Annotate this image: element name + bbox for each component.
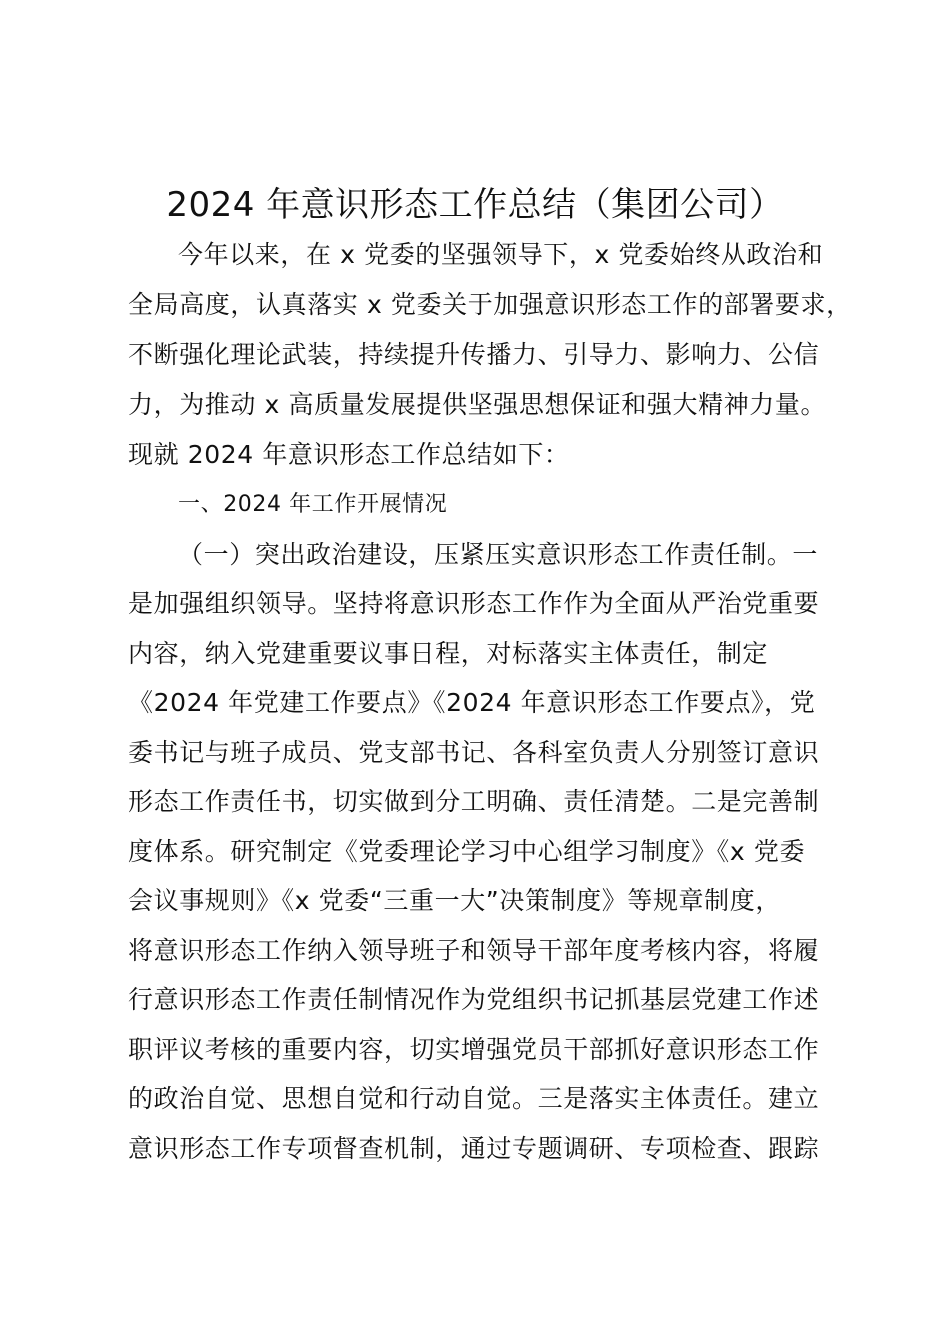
body-line: 度体系。研究制定《党委理论学习中心组学习制度》《x 党委: [128, 837, 806, 866]
body-line: 将意识形态工作纳入领导班子和领导干部年度考核内容，将履: [128, 936, 820, 965]
body-line: 形态工作责任书，切实做到分工明确、责任清楚。二是完善制: [128, 787, 820, 816]
body-line: 《2024 年党建工作要点》《2024 年意识形态工作要点》，党: [128, 688, 816, 717]
intro-line-2: 全局高度，认真落实 x 党委关于加强意识形态工作的部署要求，: [128, 290, 852, 319]
intro-line-3: 不断强化理论武装，持续提升传播力、引导力、影响力、公信: [128, 340, 820, 369]
section-heading: 一、2024 年工作开展情况: [178, 492, 448, 517]
body-line: 是加强组织领导。坚持将意识形态工作作为全面从严治党重要: [128, 589, 820, 618]
body-line: 行意识形态工作责任制情况作为党组织书记抓基层党建工作述: [128, 985, 820, 1014]
intro-line-4: 力，为推动 x 高质量发展提供坚强思想保证和强大精神力量。: [128, 390, 827, 419]
document-title: 2024 年意识形态工作总结（集团公司）: [166, 185, 784, 225]
body-line: 职评议考核的重要内容，切实增强党员干部抓好意识形态工作: [128, 1035, 820, 1064]
body-line: （一）突出政治建设，压紧压实意识形态工作责任制。一: [178, 540, 819, 569]
body-line: 意识形态工作专项督查机制，通过专题调研、专项检查、跟踪: [128, 1134, 820, 1163]
body-line: 内容，纳入党建重要议事日程，对标落实主体责任，制定: [128, 639, 769, 668]
intro-line-5: 现就 2024 年意识形态工作总结如下：: [128, 440, 570, 469]
body-line: 委书记与班子成员、党支部书记、各科室负责人分别签订意识: [128, 738, 820, 767]
intro-line-1: 今年以来，在 x 党委的坚强领导下，x 党委始终从政治和: [178, 240, 824, 269]
body-line: 的政治自觉、思想自觉和行动自觉。三是落实主体责任。建立: [128, 1084, 820, 1113]
body-line: 会议事规则》《x 党委“三重一大”决策制度》等规章制度，: [128, 886, 781, 915]
